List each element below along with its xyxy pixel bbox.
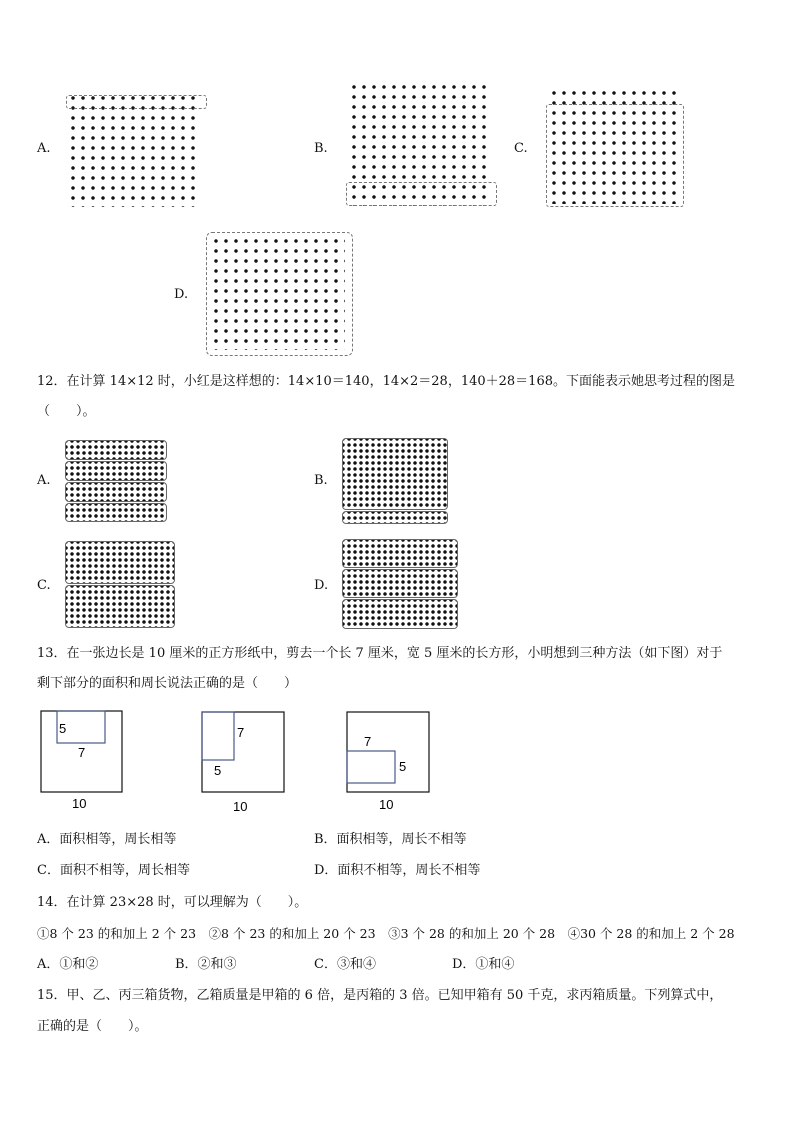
q12-option-c-label: C. [37,578,51,593]
q12-option-b-label: B. [314,473,328,488]
dot-row-group [342,569,458,598]
fig3-width-label: 5 [399,759,407,774]
dot-array [68,93,200,207]
q14-choice-a[interactable]: A．①和② [37,957,99,972]
fig3-side-label: 10 [379,797,394,812]
q13-choice-d[interactable]: D．面积不相等，周长不相等 [314,863,481,878]
question-12-blank: （ ）。 [37,404,96,419]
q13-choice-b[interactable]: B．面积相等，周长不相等 [314,832,467,847]
dot-row-group [342,599,458,629]
q11-option-d-label: D. [174,287,189,302]
q12-option-d-label: D. [314,578,329,593]
question-13-text-continued: 剩下部分的面积和周长说法正确的是（ ） [37,676,298,691]
fig2-length-label: 7 [237,725,245,740]
dot-row-group [65,541,175,584]
q11-option-a-label: A. [37,141,51,156]
dashed-group-outline [546,104,684,207]
dot-row-group [65,482,167,502]
fig1-length-label: 7 [78,745,86,760]
fig2-side-label: 10 [233,799,248,814]
dot-row-group [342,438,448,510]
q12-option-a-label: A. [37,473,51,488]
dot-row-group [65,461,167,481]
dashed-group-outline [206,232,353,356]
dashed-group-outline [346,182,497,206]
fig2-width-label: 5 [214,763,222,778]
q14-choice-d[interactable]: D．①和④ [452,957,515,972]
dot-row-group [342,539,458,568]
q13-figures [0,700,794,820]
question-13-text: 13．在一张边长是 10 厘米的正方形纸中，剪去一个长 7 厘米，宽 5 厘米的长方形，小明想到三种方法（如下图）对于 [37,646,723,661]
q13-figure-1 [41,711,122,811]
question-14-text: 14．在计算 23×28 时，可以理解为（ ）。 [37,895,308,910]
q13-choice-c[interactable]: C．面积不相等，周长相等 [37,863,190,878]
fig1-side-label: 10 [72,796,87,811]
fig3-length-label: 7 [364,734,372,749]
question-15-text-continued: 正确的是（ ）。 [37,1019,148,1034]
dot-row-group [65,503,167,522]
q13-figure-3 [347,712,429,812]
dot-row-group [342,511,448,524]
q11-option-b-label: B. [314,141,328,156]
q11-option-c-label: C. [514,141,528,156]
dot-row-group [65,585,175,628]
q13-figure-2 [202,712,284,814]
q14-choice-c[interactable]: C．③和④ [314,957,376,972]
q14-choice-b[interactable]: B．②和③ [175,957,237,972]
q13-choice-a[interactable]: A．面积相等，周长相等 [37,832,177,847]
question-15-text: 15．甲、乙、丙三箱货物，乙箱质量是甲箱的 6 倍，是丙箱的 3 倍。已知甲箱有 50 千克，求丙箱质量。下列算式中， [37,988,723,1003]
question-14-statements: ①8 个 23 的和加上 2 个 23 ②8 个 23 的和加上 20 个 23 ③3 个 28 的和加上 20 个 28 ④30 个 28 的和加上 2 个 28 [37,926,735,941]
dashed-group-outline [66,95,207,109]
dot-row-group [65,440,167,460]
fig1-width-label: 5 [59,721,67,736]
question-12-text: 12．在计算 14×12 时，小红是这样想的：14×10＝140，14×2＝28，140＋28＝168。下面能表示她思考过程的图是 [37,374,735,389]
